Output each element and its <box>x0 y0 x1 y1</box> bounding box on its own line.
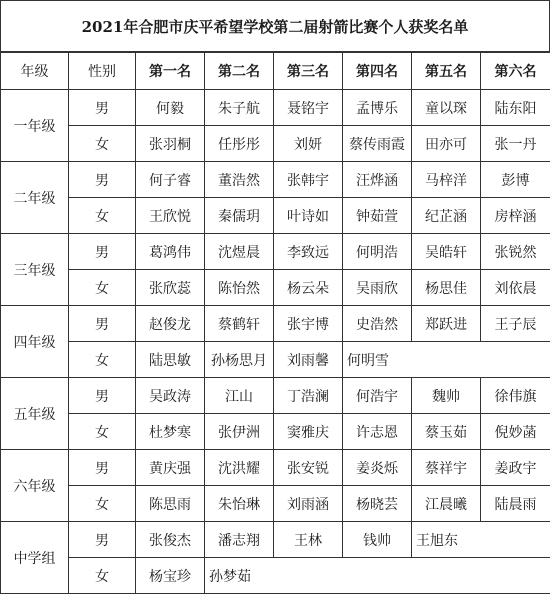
winner-name-cell: 董浩然 <box>205 162 274 198</box>
winner-name-cell <box>343 558 412 594</box>
winner-name-cell: 何明浩 <box>343 234 412 270</box>
winner-name-cell: 张俊杰 <box>136 522 205 558</box>
winner-name-cell: 孟博乐 <box>343 90 412 126</box>
winner-name-cell: 秦儒玥 <box>205 198 274 234</box>
winner-name-cell: 张宇博 <box>274 306 343 342</box>
table-row <box>1 414 550 450</box>
winner-name-cell: 李致远 <box>274 234 343 270</box>
winner-name-cell: 马梓洋 <box>412 162 481 198</box>
winner-name-cell: 钱帅 <box>343 522 412 558</box>
winner-name-cell: 史浩然 <box>343 306 412 342</box>
winner-name-cell: 徐伟旗 <box>481 378 550 414</box>
winner-name-cell: 汪烨涵 <box>343 162 412 198</box>
header-place-2: 第二名 <box>205 53 274 90</box>
winner-name-cell: 纪芷涵 <box>412 198 481 234</box>
winner-name-cell <box>412 558 481 594</box>
gender-cell: 女 <box>69 414 136 450</box>
winner-name-cell: 张韩宇 <box>274 162 343 198</box>
gender-cell: 女 <box>69 270 136 306</box>
winner-name-cell: 房梓涵 <box>481 198 550 234</box>
table-row <box>1 162 550 198</box>
winner-name-cell: 张安锐 <box>274 450 343 486</box>
winner-name-cell: 沈煜晨 <box>205 234 274 270</box>
winner-name-cell: 倪妙菡 <box>481 414 550 450</box>
header-place-1: 第一名 <box>136 53 205 90</box>
grade-cell: 一年级 <box>1 90 69 162</box>
winner-name-cell: 杨晓芸 <box>343 486 412 522</box>
header-place-5: 第五名 <box>412 53 481 90</box>
table-row <box>1 270 550 306</box>
winner-name-cell: 窦雅庆 <box>274 414 343 450</box>
winner-name-cell: 蔡玉茹 <box>412 414 481 450</box>
winner-name-cell: 何子睿 <box>136 162 205 198</box>
grade-cell: 二年级 <box>1 162 69 234</box>
winner-name-cell: 吴雨欣 <box>343 270 412 306</box>
winner-name-cell: 王子辰 <box>481 306 550 342</box>
winner-name-cell <box>412 342 481 378</box>
winner-name-cell: 童以琛 <box>412 90 481 126</box>
grade-cell: 三年级 <box>1 234 69 306</box>
winner-name-cell: 钟茹萱 <box>343 198 412 234</box>
winner-name-cell <box>274 558 343 594</box>
gender-cell: 女 <box>69 198 136 234</box>
winner-name-cell: 蔡鹤轩 <box>205 306 274 342</box>
gender-cell: 男 <box>69 378 136 414</box>
gender-cell: 男 <box>69 162 136 198</box>
winner-name-cell: 吴皓轩 <box>412 234 481 270</box>
winner-name-cell: 彭博 <box>481 162 550 198</box>
winner-name-cell: 江山 <box>205 378 274 414</box>
header-place-6: 第六名 <box>481 53 550 90</box>
winner-name-cell: 陈怡然 <box>205 270 274 306</box>
winner-name-cell: 陆思敏 <box>136 342 205 378</box>
winner-name-cell: 江晨曦 <box>412 486 481 522</box>
winner-name-cell <box>481 522 550 558</box>
winner-name-cell: 王旭东 <box>412 522 481 558</box>
header-row <box>1 53 550 90</box>
winner-name-cell: 潘志翔 <box>205 522 274 558</box>
winner-name-cell: 聂铭宇 <box>274 90 343 126</box>
table-row <box>1 558 550 594</box>
winner-name-cell: 杨思佳 <box>412 270 481 306</box>
winner-name-cell: 田亦可 <box>412 126 481 162</box>
table-row <box>1 522 550 558</box>
winner-name-cell: 许志恩 <box>343 414 412 450</box>
winner-name-cell: 张羽桐 <box>136 126 205 162</box>
winner-name-cell: 张一丹 <box>481 126 550 162</box>
table-row <box>1 486 550 522</box>
winner-name-cell: 姜政宇 <box>481 450 550 486</box>
winner-name-cell: 杨宝珍 <box>136 558 205 594</box>
winner-name-cell: 张伊洲 <box>205 414 274 450</box>
winner-name-cell: 刘妍 <box>274 126 343 162</box>
winner-name-cell: 何毅 <box>136 90 205 126</box>
winner-name-cell: 姜炎烁 <box>343 450 412 486</box>
winner-name-cell: 陈思雨 <box>136 486 205 522</box>
table-row <box>1 234 550 270</box>
winner-name-cell: 陆晨雨 <box>481 486 550 522</box>
gender-cell: 男 <box>69 90 136 126</box>
winner-name-cell: 朱怡琳 <box>205 486 274 522</box>
winner-name-cell: 叶诗如 <box>274 198 343 234</box>
winner-name-cell <box>481 558 550 594</box>
gender-cell: 女 <box>69 486 136 522</box>
header-place-4: 第四名 <box>343 53 412 90</box>
grade-cell: 四年级 <box>1 306 69 378</box>
header-grade: 年级 <box>1 53 69 90</box>
winner-name-cell: 朱子航 <box>205 90 274 126</box>
winner-name-cell: 张锐然 <box>481 234 550 270</box>
winner-name-cell: 赵俊龙 <box>136 306 205 342</box>
gender-cell: 男 <box>69 306 136 342</box>
winner-name-cell: 杜梦寒 <box>136 414 205 450</box>
table-row <box>1 198 550 234</box>
gender-cell: 女 <box>69 558 136 594</box>
header-place-3: 第三名 <box>274 53 343 90</box>
gender-cell: 男 <box>69 522 136 558</box>
winner-name-cell: 葛鸿伟 <box>136 234 205 270</box>
winner-name-cell: 刘雨涵 <box>274 486 343 522</box>
winner-name-cell: 杨云朵 <box>274 270 343 306</box>
award-table <box>0 52 550 594</box>
gender-cell: 男 <box>69 450 136 486</box>
winner-name-cell: 任彤彤 <box>205 126 274 162</box>
grade-cell: 六年级 <box>1 450 69 522</box>
winner-name-cell: 何明雪 <box>343 342 412 378</box>
table-row <box>1 90 550 126</box>
winner-name-cell: 何浩宇 <box>343 378 412 414</box>
winner-name-cell <box>481 342 550 378</box>
winner-name-cell: 沈洪耀 <box>205 450 274 486</box>
winner-name-cell: 刘雨馨 <box>274 342 343 378</box>
table-row <box>1 342 550 378</box>
table-row <box>1 306 550 342</box>
grade-cell: 五年级 <box>1 378 69 450</box>
winner-name-cell: 陆东阳 <box>481 90 550 126</box>
winner-name-cell: 郑跃进 <box>412 306 481 342</box>
table-row <box>1 450 550 486</box>
table-row <box>1 126 550 162</box>
winner-name-cell: 王欣悦 <box>136 198 205 234</box>
gender-cell: 男 <box>69 234 136 270</box>
winner-name-cell: 吴政涛 <box>136 378 205 414</box>
grade-cell: 中学组 <box>1 522 69 594</box>
winner-name-cell: 孙梦茹 <box>205 558 274 594</box>
gender-cell: 女 <box>69 342 136 378</box>
winner-name-cell: 蔡祥宇 <box>412 450 481 486</box>
winner-name-cell: 魏帅 <box>412 378 481 414</box>
sheet-title: 2021年合肥市庆平希望学校第二届射箭比赛个人获奖名单 <box>0 0 550 52</box>
winner-name-cell: 丁浩澜 <box>274 378 343 414</box>
winner-name-cell: 黄庆强 <box>136 450 205 486</box>
winner-name-cell: 孙杨思月 <box>205 342 274 378</box>
winner-name-cell: 王林 <box>274 522 343 558</box>
winner-name-cell: 刘依晨 <box>481 270 550 306</box>
header-gender: 性别 <box>69 53 136 90</box>
winner-name-cell: 蔡传雨霞 <box>343 126 412 162</box>
table-row <box>1 378 550 414</box>
winner-name-cell: 张欣蕊 <box>136 270 205 306</box>
gender-cell: 女 <box>69 126 136 162</box>
